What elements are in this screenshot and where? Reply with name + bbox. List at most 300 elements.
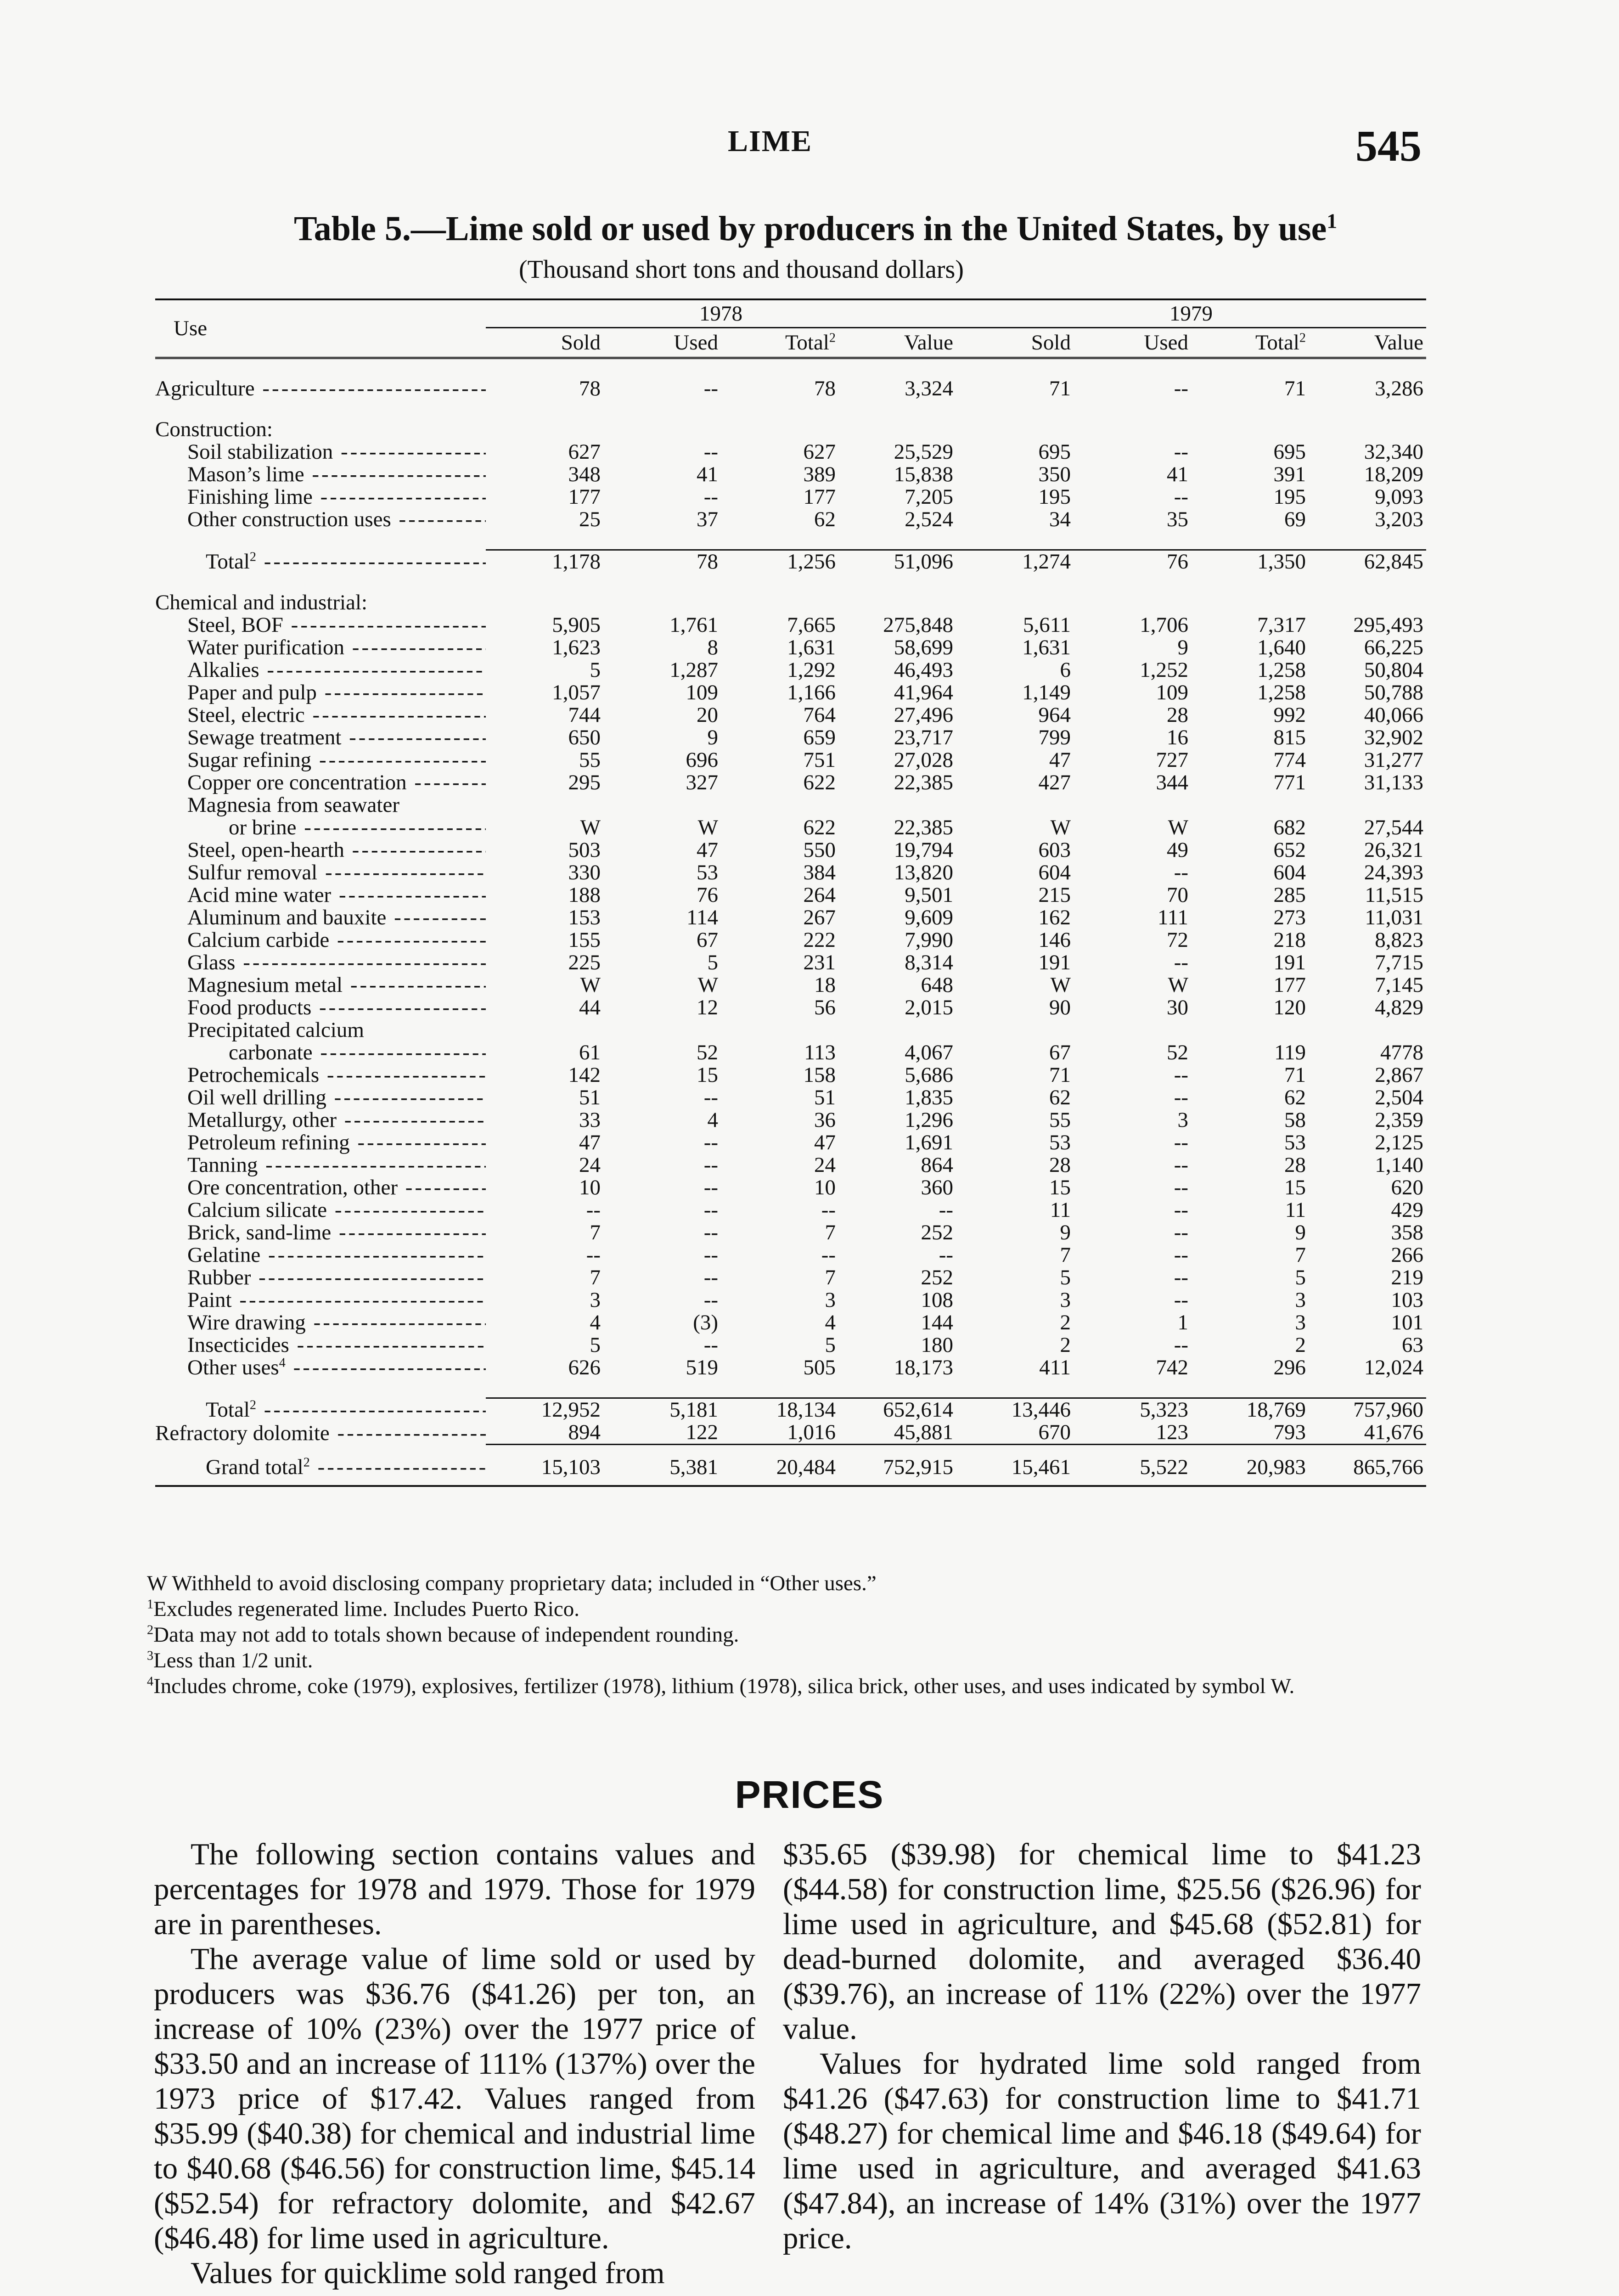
column-header: Total$^2$ <box>1191 328 1309 358</box>
table-cell: 51 <box>814 1086 836 1109</box>
table-cell: 62,845 <box>1309 550 1426 574</box>
body-paragraph: Values for quicklime sold ranged from <box>191 2256 665 2290</box>
table-cell: 11 <box>1285 1198 1306 1222</box>
table-cell: 24 <box>579 1153 601 1177</box>
table-cell: 7,317 <box>1257 613 1306 637</box>
table-cell: 15,103 <box>486 1445 603 1486</box>
table-cell: -- <box>703 485 718 509</box>
table-cell: W <box>1168 973 1188 997</box>
table-cell: 7,205 <box>905 485 953 509</box>
table-cell: 682 <box>1273 816 1306 839</box>
table-cell: 28 <box>1284 1153 1306 1177</box>
table-cell: 1,623 <box>552 636 601 659</box>
table-cell: W <box>1168 816 1188 839</box>
table-cell: 47 <box>579 1131 601 1154</box>
table-cell: 9 <box>1060 1221 1071 1244</box>
table-cell: 7,990 <box>905 928 953 952</box>
table-cell: 964 <box>1038 703 1071 727</box>
row-label: Paper and pulp ----- <box>155 681 486 704</box>
row-label: Petrochemicals ----- <box>155 1064 486 1086</box>
table-cell: 2 <box>1060 1333 1071 1357</box>
table-cell: 15 <box>1049 1176 1071 1199</box>
table-cell: -- <box>703 1153 718 1177</box>
table-cell: 348 <box>568 462 601 486</box>
table-title: Table 5.—Lime sold or used by producers in the United States, by use$^1$ <box>294 209 1338 248</box>
table-cell: 267 <box>803 906 836 929</box>
table-cell: -- <box>703 1221 718 1244</box>
table-cell: 1,631 <box>787 636 836 659</box>
table-cell: 384 <box>803 861 836 884</box>
table-cell: 295 <box>568 771 601 794</box>
table-cell: 9,501 <box>905 883 953 907</box>
row-label: Sugar refining ----- <box>155 749 486 771</box>
table-cell: 47 <box>1049 748 1071 772</box>
table-cell: 146 <box>1038 928 1071 952</box>
table-cell: 52 <box>1167 1041 1188 1064</box>
table-cell: 90 <box>1049 996 1071 1019</box>
table-cell: 15 <box>1284 1176 1306 1199</box>
row-label: or brine ----- <box>155 816 486 839</box>
column-header: Value <box>838 328 956 358</box>
row-label: Petroleum refining ----- <box>155 1131 486 1154</box>
table-cell: 51 <box>579 1086 601 1109</box>
table-cell: 1,296 <box>905 1108 953 1132</box>
table-cell: -- <box>1174 1131 1188 1154</box>
row-label: Food products ----- <box>155 996 486 1019</box>
table-cell: 670 <box>1038 1420 1071 1444</box>
table-cell: 2,524 <box>905 507 953 531</box>
table-cell: 45,881 <box>894 1420 953 1444</box>
table-cell: -- <box>1174 1176 1188 1199</box>
table-cell: -- <box>1174 1086 1188 1109</box>
table-cell: -- <box>1174 1153 1188 1177</box>
row-label: Wire drawing ----- <box>155 1311 486 1334</box>
table-cell: 215 <box>1038 883 1071 907</box>
table-cell: 3 <box>1177 1108 1188 1132</box>
row-label: Steel, open-hearth ----- <box>155 839 486 861</box>
table-cell: 626 <box>568 1356 601 1379</box>
page-header <box>0 121 1619 170</box>
table-cell: 5,522 <box>1074 1445 1191 1486</box>
table-cell: 67 <box>697 928 718 952</box>
table-cell: 191 <box>1273 951 1306 974</box>
table-row <box>155 951 1426 974</box>
table-cell: 5 <box>1295 1266 1306 1289</box>
table-row <box>155 486 1426 508</box>
footnote: $^2$Data may not add to totals shown because of independent rounding. <box>147 1623 739 1647</box>
table-row <box>155 1398 1426 1422</box>
row-label: Magnesia from seawater <box>187 794 399 816</box>
footnote: $^4$Includes chrome, coke (1979), explosives, fertilizer (1978), lithium (1978), silica brick, other uses, and uses indicated by symbol W. <box>147 1674 1295 1698</box>
table-row <box>155 839 1426 861</box>
table-row <box>155 550 1426 574</box>
table-row <box>155 377 1426 400</box>
table-cell: 7,145 <box>1375 973 1423 997</box>
table-cell: -- <box>1174 1243 1188 1267</box>
table-cell: 47 <box>697 838 718 862</box>
table-cell: 695 <box>1038 440 1071 464</box>
row-label: Total$^2$ ----- <box>155 550 486 574</box>
table-cell: 360 <box>921 1176 953 1199</box>
table-cell: 222 <box>803 928 836 952</box>
row-label: Magnesium metal ----- <box>155 974 486 996</box>
table-cell: 218 <box>1273 928 1306 952</box>
table-cell: -- <box>703 1266 718 1289</box>
table-cell: 1,706 <box>1140 613 1188 637</box>
table-cell: 27,496 <box>894 703 953 727</box>
table-cell: 53 <box>1284 1131 1306 1154</box>
table-cell: 1,835 <box>905 1086 953 1109</box>
table-row <box>155 884 1426 906</box>
table-cell: 109 <box>686 681 718 704</box>
table-cell: 1,140 <box>1375 1153 1423 1177</box>
table-cell: 225 <box>568 951 601 974</box>
table-cell: W <box>697 973 718 997</box>
table-cell: 71 <box>1049 377 1071 400</box>
footnote: $^3$Less than 1/2 unit. <box>147 1649 313 1672</box>
row-label: Alkalies ----- <box>155 659 486 681</box>
column-header: Total$^2$ <box>721 328 838 358</box>
table-cell: 69 <box>1284 507 1306 531</box>
footnote: W Withheld to avoid disclosing company proprietary data; included in “Other uses.” <box>147 1571 877 1595</box>
table-cell: 23,717 <box>894 726 953 749</box>
table-cell: 66,225 <box>1364 636 1423 659</box>
table-cell: 1,761 <box>669 613 718 637</box>
row-label: Sulfur removal ----- <box>155 861 486 884</box>
table-cell: 191 <box>1038 951 1071 974</box>
table-cell: 4,067 <box>905 1041 953 1064</box>
table-cell: 266 <box>1391 1243 1423 1267</box>
table-cell: 18 <box>814 973 836 997</box>
table-cell: 604 <box>1273 861 1306 884</box>
table-cell: 894 <box>568 1420 601 1444</box>
table-cell: 8 <box>707 636 718 659</box>
table-cell: 18,134 <box>721 1398 838 1422</box>
table-cell: 344 <box>1156 771 1188 794</box>
table-cell: -- <box>1174 861 1188 884</box>
table-cell: 30 <box>1167 996 1188 1019</box>
table-cell: -- <box>1174 1063 1188 1087</box>
table-cell: 864 <box>921 1153 953 1177</box>
page-number: 545 <box>1355 121 1422 170</box>
table-row <box>155 1289 1426 1311</box>
table-cell: 50,804 <box>1364 658 1423 682</box>
table-cell: 550 <box>803 838 836 862</box>
table-cell: 752,915 <box>838 1445 956 1486</box>
year-header: 1978 <box>486 299 956 328</box>
table-cell: W <box>580 973 601 997</box>
use-header: Use <box>155 299 486 358</box>
table-cell: 10 <box>579 1176 601 1199</box>
table-cell: 1,274 <box>956 550 1074 574</box>
table-cell: -- <box>703 1198 718 1222</box>
year-header: 1979 <box>956 299 1426 328</box>
table-row <box>155 508 1426 531</box>
table-cell: 9 <box>1295 1221 1306 1244</box>
table-cell: W <box>697 816 718 839</box>
section-label: Construction: <box>155 418 273 441</box>
table-cell: 62 <box>1049 1086 1071 1109</box>
table-cell: -- <box>1174 485 1188 509</box>
table-row <box>155 441 1426 463</box>
table-cell: 992 <box>1273 703 1306 727</box>
row-label: Agriculture ----- <box>155 377 486 400</box>
table-cell: 7,715 <box>1375 951 1423 974</box>
table-cell: 411 <box>1039 1356 1071 1379</box>
table-row <box>155 1109 1426 1131</box>
row-label: carbonate ----- <box>155 1041 486 1064</box>
table-cell: 219 <box>1391 1266 1423 1289</box>
section-heading: PRICES <box>735 1773 884 1816</box>
table-cell: 264 <box>803 883 836 907</box>
table-cell: 10 <box>814 1176 836 1199</box>
table-cell: 41 <box>1167 462 1188 486</box>
column-header: Sold <box>956 328 1074 358</box>
table-cell: 8,314 <box>905 951 953 974</box>
table-cell: 650 <box>568 726 601 749</box>
table-cell: 627 <box>803 440 836 464</box>
table-cell: 771 <box>1273 771 1306 794</box>
table-row <box>155 1199 1426 1221</box>
table-cell: 44 <box>579 996 601 1019</box>
table-cell: 49 <box>1167 838 1188 862</box>
footnote-mark: 1 <box>1327 209 1338 233</box>
table-cell: 40,066 <box>1364 703 1423 727</box>
row-label: Water purification ----- <box>155 636 486 659</box>
table-cell: -- <box>939 1198 953 1222</box>
table-cell: 695 <box>1273 440 1306 464</box>
table-row <box>155 659 1426 681</box>
table-cell: 8,823 <box>1375 928 1423 952</box>
table-cell: 32,902 <box>1364 726 1423 749</box>
column-header: Used <box>603 328 721 358</box>
table-cell: 3 <box>1295 1311 1306 1334</box>
table-cell: 2,015 <box>905 996 953 1019</box>
table-cell: 1,292 <box>787 658 836 682</box>
section-label: Chemical and industrial: <box>155 591 368 614</box>
row-label: Glass ----- <box>155 951 486 974</box>
table-cell: 350 <box>1038 462 1071 486</box>
body-column-left <box>154 1837 755 2290</box>
table-row <box>155 1176 1426 1199</box>
table-cell: -- <box>703 440 718 464</box>
table-cell: 1,057 <box>552 681 601 704</box>
table-cell: 71 <box>1049 1063 1071 1087</box>
table-cell: 20,983 <box>1191 1445 1309 1486</box>
table-cell: 1,258 <box>1257 681 1306 704</box>
row-label: Other construction uses ----- <box>155 508 486 531</box>
table-cell: 1,691 <box>905 1131 953 1154</box>
table-cell: 25,529 <box>894 440 953 464</box>
table-cell: 627 <box>568 440 601 464</box>
row-label: Tanning ----- <box>155 1154 486 1176</box>
row-label: Steel, BOF ----- <box>155 614 486 636</box>
table-cell: 22,385 <box>894 771 953 794</box>
table-cell: 76 <box>1074 550 1191 574</box>
table-cell: 158 <box>803 1063 836 1087</box>
table-cell: 273 <box>1273 906 1306 929</box>
body-column-right <box>783 1837 1421 2256</box>
table-row <box>155 1445 1426 1486</box>
table-row <box>155 1086 1426 1109</box>
table-cell: 3 <box>1295 1288 1306 1312</box>
table-cell: 24,393 <box>1364 861 1423 884</box>
row-label: Calcium carbide ----- <box>155 929 486 951</box>
table-row <box>155 1421 1426 1445</box>
table-cell: 33 <box>579 1108 601 1132</box>
table-row <box>155 463 1426 486</box>
row-label: Gelatine ----- <box>155 1244 486 1266</box>
table-row <box>155 1334 1426 1356</box>
table-cell: 1,631 <box>1022 636 1071 659</box>
row-label: Soil stabilization ----- <box>155 441 486 463</box>
table-cell: 78 <box>814 377 836 400</box>
table-cell: 4 <box>825 1311 836 1334</box>
table-cell: 28 <box>1167 703 1188 727</box>
table-cell: 58,699 <box>894 636 953 659</box>
table-cell: 122 <box>686 1420 718 1444</box>
table-cell: 503 <box>568 838 601 862</box>
row-label: Precipitated calcium <box>187 1019 364 1041</box>
row-label: Paint ----- <box>155 1289 486 1311</box>
table-row <box>155 1131 1426 1154</box>
table-cell: 4 <box>707 1108 718 1132</box>
table-cell: 7,665 <box>787 613 836 637</box>
table-cell: 72 <box>1167 928 1188 952</box>
table-cell: 652 <box>1273 838 1306 862</box>
column-header: Used <box>1074 328 1191 358</box>
table-cell: 3,324 <box>905 377 953 400</box>
table-cell: 1,178 <box>486 550 603 574</box>
body-paragraph: The following section contains values and percentages for 1978 and 1979. Those for 1979 are in parentheses. <box>154 1837 755 1941</box>
table-row <box>155 996 1426 1019</box>
table-cell: 3 <box>1060 1288 1071 1312</box>
table-cell: 19,794 <box>894 838 953 862</box>
table-cell: 744 <box>568 703 601 727</box>
table-cell: -- <box>703 1086 718 1109</box>
table-cell: 659 <box>803 726 836 749</box>
table-cell: 111 <box>1157 906 1188 929</box>
table-cell: 793 <box>1273 1420 1306 1444</box>
row-label: Ore concentration, other ----- <box>155 1176 486 1199</box>
table-cell: 35 <box>1167 507 1188 531</box>
table-cell: 389 <box>803 462 836 486</box>
table-cell: 101 <box>1391 1311 1423 1334</box>
row-label: Total$^2$ ----- <box>155 1398 486 1422</box>
table-cell: 114 <box>686 906 718 929</box>
table-cell: 11,031 <box>1365 906 1423 929</box>
table-row <box>155 704 1426 726</box>
table-cell: 5,181 <box>603 1398 721 1422</box>
table-cell: 9,093 <box>1375 485 1423 509</box>
table-row <box>155 974 1426 996</box>
table-cell: 865,766 <box>1309 1445 1426 1486</box>
table-cell: 18,209 <box>1364 462 1423 486</box>
table-cell: -- <box>703 1176 718 1199</box>
table-row <box>155 614 1426 636</box>
table-cell: 296 <box>1273 1356 1306 1379</box>
table-cell: 113 <box>804 1041 836 1064</box>
table-cell: 622 <box>803 771 836 794</box>
table-cell: 153 <box>568 906 601 929</box>
table-cell: 11 <box>1050 1198 1071 1222</box>
table-cell: 34 <box>1049 507 1071 531</box>
table-cell: -- <box>1174 1221 1188 1244</box>
table-cell: 188 <box>568 883 601 907</box>
table-cell: 7 <box>825 1266 836 1289</box>
table-cell: 2 <box>1295 1333 1306 1357</box>
table-cell: 1,258 <box>1257 658 1306 682</box>
table-cell: 3,286 <box>1375 377 1423 400</box>
table-cell: -- <box>1174 951 1188 974</box>
table-cell: 15,838 <box>894 462 953 486</box>
table-cell: 55 <box>1049 1108 1071 1132</box>
table-cell: 53 <box>1049 1131 1071 1154</box>
table-cell: -- <box>703 1333 718 1357</box>
table-cell: 4,829 <box>1375 996 1423 1019</box>
table-cell: 16 <box>1167 726 1188 749</box>
lime-use-table <box>155 298 1426 1487</box>
table-row <box>155 1154 1426 1176</box>
table-cell: 53 <box>697 861 718 884</box>
footnote: $^1$Excludes regenerated lime. Includes Puerto Rico. <box>147 1597 580 1621</box>
table-cell: 195 <box>1273 485 1306 509</box>
table-cell: 1,166 <box>787 681 836 704</box>
row-label: Oil well drilling ----- <box>155 1086 486 1109</box>
table-footnotes <box>147 1570 1433 1699</box>
table-row <box>155 929 1426 951</box>
table-cell: 25 <box>579 507 601 531</box>
column-header: Value <box>1309 328 1426 358</box>
table-cell: 22,385 <box>894 816 953 839</box>
table-cell: 519 <box>686 1356 718 1379</box>
table-cell: 2,504 <box>1375 1086 1423 1109</box>
table-cell: 2,125 <box>1375 1131 1423 1154</box>
table-cell: 37 <box>697 507 718 531</box>
table-cell: -- <box>1174 1288 1188 1312</box>
table-cell: 76 <box>697 883 718 907</box>
table-cell: 52 <box>697 1041 718 1064</box>
table-cell: -- <box>703 1243 718 1267</box>
table-cell: 20 <box>697 703 718 727</box>
table-cell: 727 <box>1156 748 1188 772</box>
table-cell: 2 <box>1060 1311 1071 1334</box>
table-cell: W <box>1050 973 1071 997</box>
table-cell: 56 <box>814 996 836 1019</box>
row-label: Copper ore concentration ----- <box>155 771 486 794</box>
table-cell: 252 <box>921 1221 953 1244</box>
table-cell: 252 <box>921 1266 953 1289</box>
table-cell: 109 <box>1156 681 1188 704</box>
table-cell: 58 <box>1284 1108 1306 1132</box>
table-cell: -- <box>821 1198 836 1222</box>
table-cell: 108 <box>921 1288 953 1312</box>
row-label: Grand total$^2$ ----- <box>155 1445 486 1486</box>
table-cell: 71 <box>1284 1063 1306 1087</box>
table-cell: -- <box>1174 1266 1188 1289</box>
table-cell: 177 <box>803 485 836 509</box>
table-cell: 742 <box>1156 1356 1188 1379</box>
table-cell: 620 <box>1391 1176 1423 1199</box>
table-row <box>155 749 1426 771</box>
table-cell: 31,133 <box>1364 771 1423 794</box>
table-row <box>155 636 1426 659</box>
table-cell: 2,359 <box>1375 1108 1423 1132</box>
table-cell: 764 <box>803 703 836 727</box>
table-cell: 774 <box>1273 748 1306 772</box>
table-cell: 18,173 <box>894 1356 953 1379</box>
table-cell: 12,024 <box>1364 1356 1423 1379</box>
